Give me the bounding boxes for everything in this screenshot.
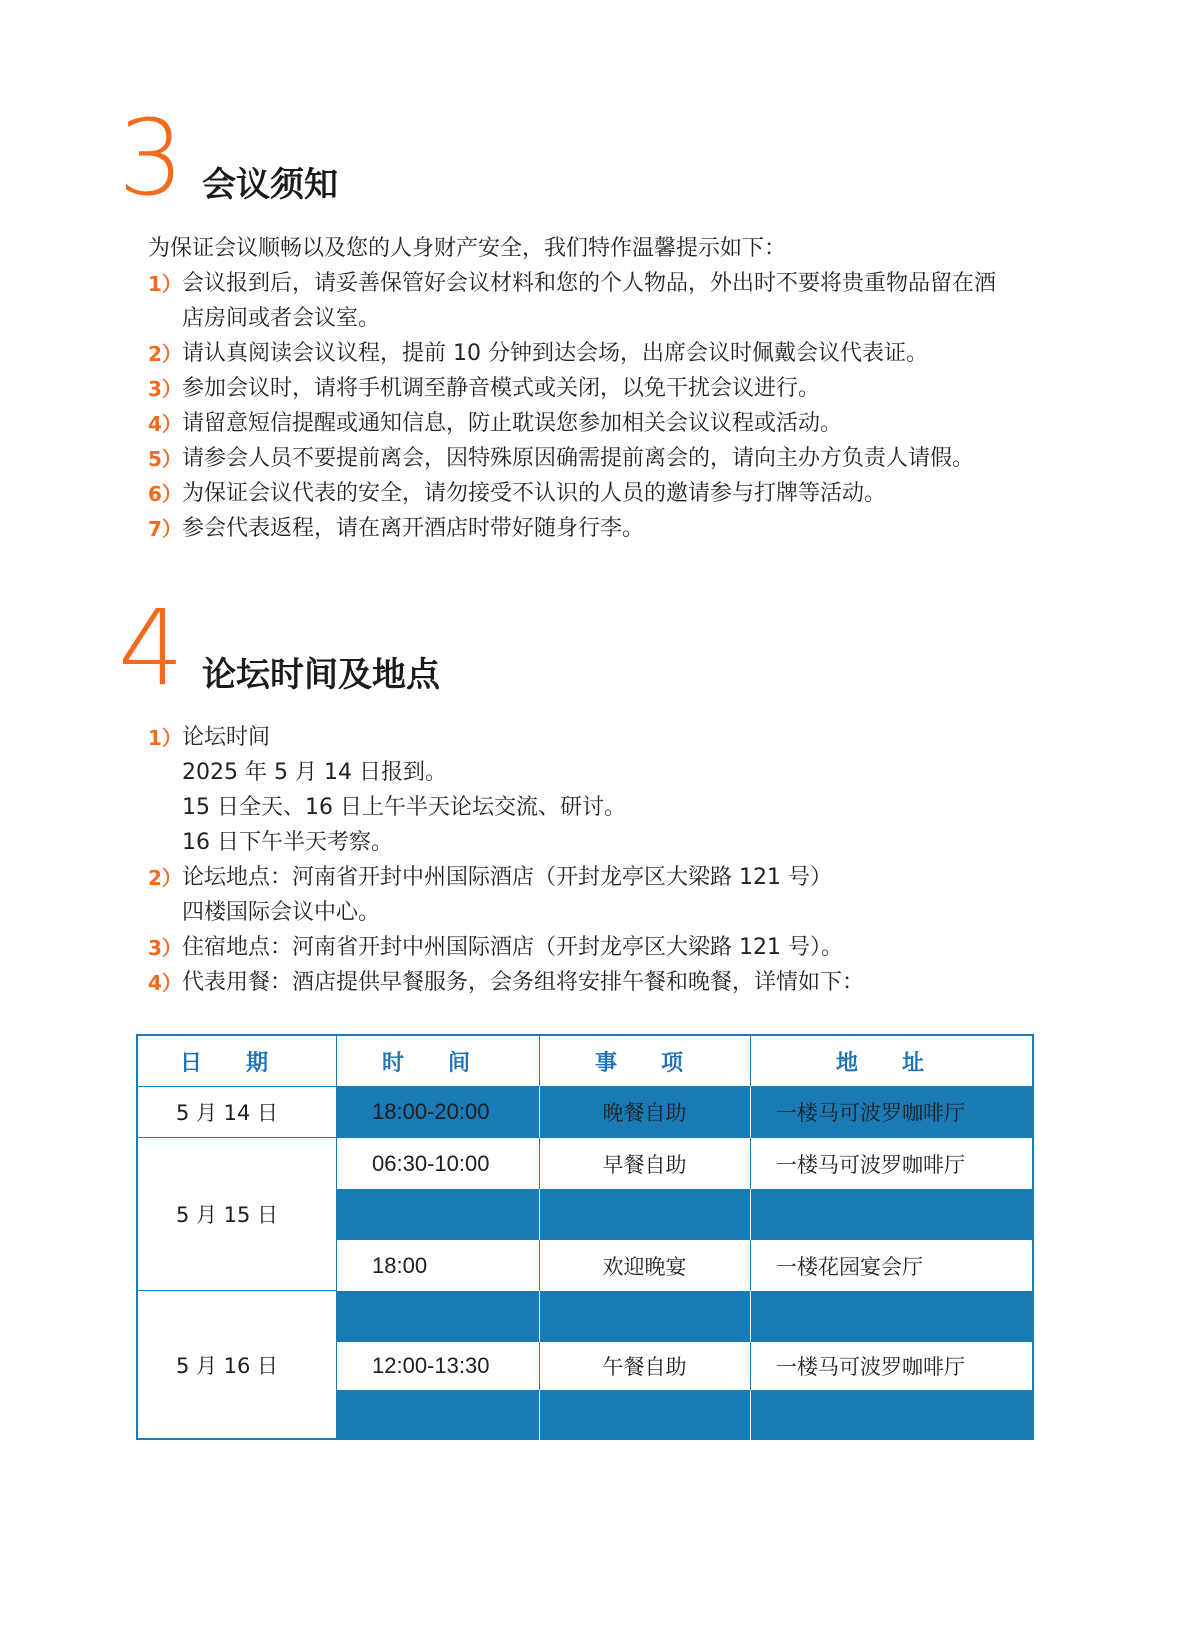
list-item-text: 会议报到后，请妥善保管好会议材料和您的个人物品，外出时不要将贵重物品留在酒 bbox=[182, 271, 997, 296]
list-item-text: 论坛时间 bbox=[182, 725, 271, 750]
list-item-text: 16 日下午半天考察。 bbox=[182, 830, 393, 855]
list-number: 6） bbox=[148, 482, 182, 506]
list-number: 2） bbox=[148, 866, 182, 890]
list-item-text: 请留意短信提醒或通知信息，防止耽误您参加相关会议议程或活动。 bbox=[182, 411, 843, 436]
date-cell: 5 月 15 日 bbox=[175, 1202, 279, 1227]
list-number: 3） bbox=[148, 377, 182, 401]
list-item-text: 参加会议时，请将手机调至静音模式或关闭，以免干扰会议进行。 bbox=[182, 376, 821, 401]
list-number: 7） bbox=[148, 517, 182, 541]
place-cell: 一楼花园宴会厅 bbox=[776, 1254, 923, 1279]
section-number: 3 bbox=[118, 97, 185, 219]
divider bbox=[539, 1291, 540, 1342]
time-cell: 12:00-13:30 bbox=[372, 1353, 490, 1378]
section-title: 会议须知 bbox=[202, 165, 338, 205]
list-item-text: 2025 年 5 月 14 日报到。 bbox=[182, 760, 447, 785]
list-item-text: 住宿地点：河南省开封中州国际酒店（开封龙亭区大梁路 121 号）。 bbox=[182, 935, 843, 960]
meal-table bbox=[136, 1034, 1034, 1440]
list-item-text: 请参会人员不要提前离会，因特殊原因确需提前离会的，请向主办方负责人请假。 bbox=[182, 446, 975, 471]
list-item-text: 店房间或者会议室。 bbox=[182, 306, 381, 331]
time-cell: 06:30-10:00 bbox=[372, 1150, 490, 1176]
section-4-heading bbox=[118, 587, 440, 709]
time-cell: 18:00-20:00 bbox=[372, 1099, 490, 1124]
divider bbox=[750, 1390, 751, 1440]
section-3-heading bbox=[118, 97, 338, 219]
divider bbox=[539, 1390, 540, 1440]
list-item-text: 论坛地点：河南省开封中州国际酒店（开封龙亭区大梁路 121 号） bbox=[182, 865, 832, 890]
list-number: 2） bbox=[148, 342, 182, 366]
list-number: 1） bbox=[148, 726, 182, 750]
list-number: 1） bbox=[148, 272, 182, 296]
list-number: 4） bbox=[148, 412, 182, 436]
event-cell: 欢迎晚宴 bbox=[602, 1254, 687, 1279]
intro-text: 为保证会议顺畅以及您的人身财产安全，我们特作温馨提示如下： bbox=[148, 236, 787, 261]
header-place: 地 址 bbox=[836, 1050, 925, 1076]
date-cell: 5 月 16 日 bbox=[175, 1354, 279, 1378]
row-fill bbox=[336, 1390, 1034, 1440]
place-cell: 一楼马可波罗咖啡厅 bbox=[776, 1101, 965, 1125]
divider bbox=[539, 1189, 540, 1240]
list-number: 3） bbox=[148, 936, 182, 960]
event-cell: 早餐自助 bbox=[602, 1152, 687, 1177]
list-item-text: 代表用餐：酒店提供早餐服务，会务组将安排午餐和晚餐，详情如下： bbox=[182, 970, 865, 995]
list-number: 5） bbox=[148, 447, 182, 471]
row-fill bbox=[336, 1291, 1034, 1342]
divider bbox=[750, 1291, 751, 1342]
header-event: 事 项 bbox=[595, 1050, 684, 1076]
event-cell: 午餐自助 bbox=[602, 1355, 687, 1379]
event-cell: 晚餐自助 bbox=[602, 1101, 687, 1125]
list-item-text: 参会代表返程，请在离开酒店时带好随身行李。 bbox=[182, 516, 645, 541]
place-cell: 一楼马可波罗咖啡厅 bbox=[776, 1152, 965, 1177]
list-item-text: 15 日全天、16 日上午半天论坛交流、研讨。 bbox=[182, 795, 626, 820]
list-item-text: 请认真阅读会议议程，提前 10 分钟到达会场，出席会议时佩戴会议代表证。 bbox=[182, 341, 928, 366]
divider bbox=[750, 1189, 751, 1240]
section-number: 4 bbox=[118, 587, 185, 709]
row-fill bbox=[336, 1189, 1034, 1240]
list-item-text: 四楼国际会议中心。 bbox=[182, 900, 381, 925]
header-time: 时 间 bbox=[382, 1050, 471, 1076]
date-cell: 5 月 14 日 bbox=[175, 1100, 279, 1125]
header-date: 日 期 bbox=[180, 1050, 269, 1076]
list-number: 4） bbox=[148, 971, 182, 995]
list-item-text: 为保证会议代表的安全，请勿接受不认识的人员的邀请参与打牌等活动。 bbox=[182, 481, 887, 506]
section-title: 论坛时间及地点 bbox=[202, 655, 440, 695]
place-cell: 一楼马可波罗咖啡厅 bbox=[776, 1355, 965, 1379]
time-cell: 18:00 bbox=[372, 1252, 428, 1278]
